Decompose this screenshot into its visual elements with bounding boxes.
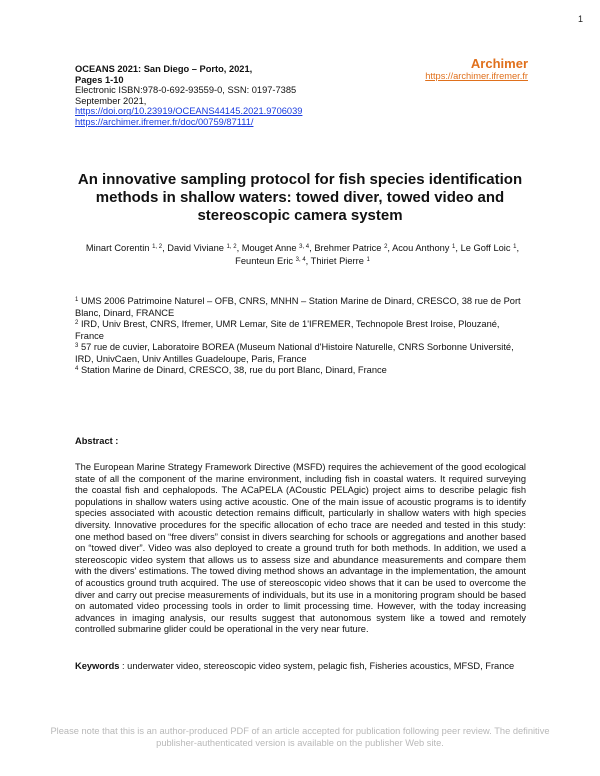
author-name: Feunteun Eric — [235, 256, 294, 266]
page-number: 1 — [577, 14, 583, 24]
paper-title: An innovative sampling protocol for fish species identification methods in shallow waters: towed diver, towed video and stereoscopic camera system — [77, 171, 523, 224]
author-affiliation-mark: 1, 2 — [226, 244, 237, 250]
publication-metadata — [75, 64, 375, 128]
author-name: Thiriet Pierre — [310, 256, 364, 266]
author-affiliation-mark: 1 — [513, 244, 517, 250]
author-name: Acou Anthony — [392, 243, 450, 253]
archimer-logo-block — [425, 56, 528, 82]
author-name: Brehmer Patrice — [314, 243, 382, 253]
author-affiliation-mark: 3, 4 — [295, 257, 306, 263]
isbn-info: Electronic ISBN:978-0-692-93559-0, SSN: 0197-7385 — [75, 85, 297, 96]
keywords — [75, 661, 526, 673]
publication-date: September 2021, — [75, 95, 147, 106]
abstract-text: The European Marine Strategy Framework Directive (MSFD) requires the achievement of the good ecological state of all the component of the marine environment, including fish in coastal waters. It required surveying the coastal fish and cephalopods. The ACaPELA (ACoustic PELAgic) project aims to describe pelagic fish populations in shallow waters using active acoustic. One of the main issue of acoustic programs is to identify species associated with acoustic detection remains difficult, particularly in shallow waters with high species diversity. Innovative procedures for the specific allocation of echo trace are needed and tested in this study: one method based on “free divers” consist in divers searching for schools or aggregations and another based on “towed diver”. Video was also deployed to create a ground truth for both methods. In addition, we used a stereoscopic video system that allows us to assess size and abundance measurements and compare them with the divers' estimations. The towed diving method shows an advantage in the implementation, the amount of acoustics ground truth acquired. The use of stereoscopic video shows that it can be used to overcome the diver and carry out precise measurements of individuals, but its use in a monitoring program should be based on automated video processing tools in order to limit processing time. However, with the today increasing advances in imaging analysis, our results suggest that autonomous system like a towed and remotely controlled submarine glider could be operational in the very near future. — [75, 462, 526, 635]
affiliation-item: $^4$ Station Marine de Dinard, CRESCO, 38, rue du port Blanc, Dinard, France — [75, 365, 387, 375]
archimer-logo: Archimer — [470, 56, 528, 71]
page-range: Pages 1-10 — [75, 74, 124, 85]
author-name: David Viviane — [167, 243, 224, 253]
keywords-text: : underwater video, stereoscopic video system, pelagic fish, Fisheries acoustics, MFSD, France — [119, 661, 515, 671]
keywords-label: Keywords — [75, 661, 120, 671]
author-version-note: Please note that this is an author-produced PDF of an article accepted for publication following peer review. The definitive publisher-authenticated version is available on the publisher Web site. — [50, 726, 550, 748]
author-affiliation-mark: 3, 4 — [299, 244, 310, 250]
affiliation-list — [75, 296, 530, 377]
author-list: Minart Corentin $^{1, 2}$, David Viviane $^{1, 2}$, Mouget Anne $^{3, 4}$, Brehmer Patrice $^2$, Acou Anthony $^1$, Le Goff Loic $^1$, Feunteun Eric $^{3, 4}$, Thiriet Pierre $^1$ — [85, 243, 520, 266]
abstract-heading: Abstract : — [75, 436, 119, 446]
affiliation-item: $^1$ UMS 2006 Patrimoine Naturel – OFB, CNRS, MNHN – Station Marine de Dinard, CRESCO, 38 rue de Port Blanc, Dinard, FRANCE — [75, 296, 521, 318]
affiliation-item: $^3$ 57 rue de cuvier, Laboratoire BOREA (Museum National d'Histoire Naturelle, CNRS Sorbonne Université, IRD, UnivCaen, Univ Antilles Guadeloupe, Paris, France — [75, 342, 514, 364]
doi-link[interactable]: https://doi.org/10.23919/OCEANS44145.2021.9706039 — [75, 106, 303, 117]
archimer-doc-link[interactable]: https://archimer.ifremer.fr/doc/00759/87111/ — [75, 116, 254, 127]
author-affiliation-mark: 2 — [384, 244, 388, 250]
author-name: Mouget Anne — [241, 243, 297, 253]
archimer-link[interactable]: https://archimer.ifremer.fr — [425, 71, 528, 81]
author-affiliation-mark: 1 — [366, 257, 370, 263]
author-affiliation-mark: 1, 2 — [152, 244, 163, 250]
author-name: Minart Corentin — [85, 243, 150, 253]
affiliation-item: $^2$ IRD, Univ Brest, CNRS, Ifremer, UMR Lemar, Site de 1'IFREMER, Technopole Brest Iroise, Plouzané, France — [75, 319, 500, 341]
conference-name: OCEANS 2021: San Diego – Porto, 2021, — [75, 64, 253, 74]
author-affiliation-mark: 1 — [452, 244, 456, 250]
author-name: Le Goff Loic — [460, 243, 511, 253]
